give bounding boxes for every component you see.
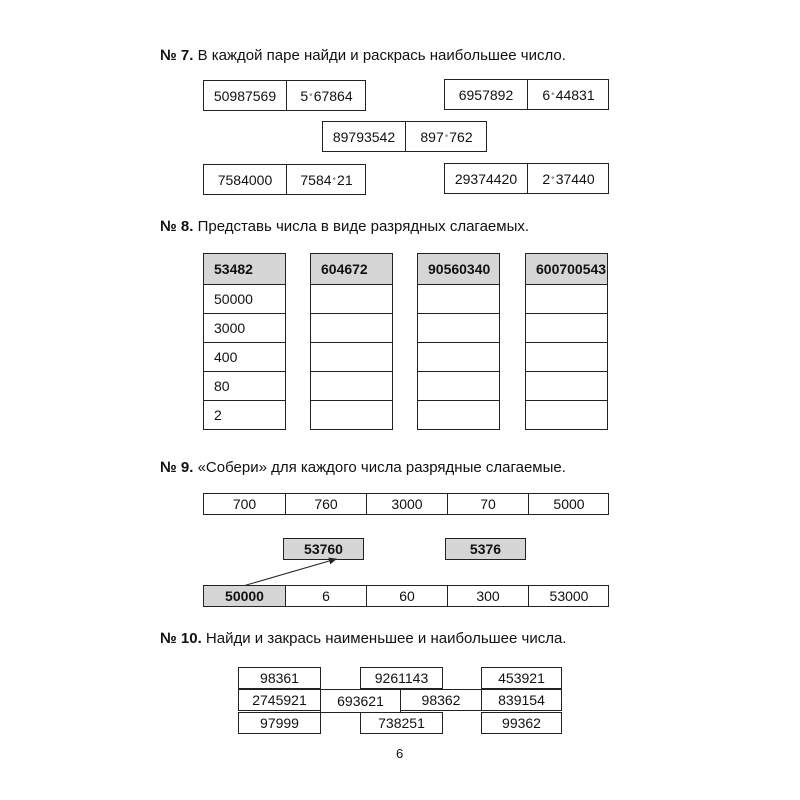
column-cell[interactable]: 80 [204, 371, 285, 400]
number-box[interactable]: 98361 [238, 667, 321, 689]
number-box[interactable]: 839154 [481, 689, 562, 711]
pair-right-number[interactable]: 5 • 67864 [286, 81, 366, 110]
column-cell[interactable]: 400 [204, 342, 285, 371]
column-header: 604672 [311, 254, 392, 284]
addend-cell[interactable]: 3000 [366, 494, 447, 514]
number-box[interactable]: 453921 [481, 667, 562, 689]
arrow-line [243, 559, 336, 586]
pair-right-number[interactable]: 2 • 37440 [527, 164, 609, 193]
column-cell[interactable]: 3000 [204, 313, 285, 342]
number-box[interactable]: 738251 [360, 712, 443, 734]
addend-cell[interactable]: 6 [285, 586, 366, 606]
column-cell[interactable]: 50000 [204, 284, 285, 313]
addend-cell[interactable]: 700 [232, 496, 257, 512]
task9-bottom-row [203, 585, 609, 607]
pair-right-number[interactable]: 897 • 762 [405, 122, 487, 151]
addend-cell-shaded[interactable]: 50000 [204, 586, 285, 606]
target-number-1[interactable]: 53760 [283, 538, 364, 560]
number-box[interactable]: 97999 [238, 712, 321, 734]
task10-number: № 10. [160, 630, 202, 647]
pair-left-number[interactable]: 89793542 [332, 128, 396, 145]
number-box[interactable]: 2745921 [238, 689, 321, 711]
task10-heading [160, 630, 566, 647]
addend-cell[interactable]: 5000 [528, 494, 609, 514]
task10-text: Найди и закрась наименьшее и наибольшее числа. [205, 630, 567, 647]
task8-text: Представь числа в виде разрядных слагаемых. [197, 218, 530, 235]
number-box[interactable]: 693621 [320, 689, 401, 713]
pair-left-number[interactable]: 50987569 [213, 87, 277, 104]
addend-cell[interactable]: 70 [447, 494, 528, 514]
addend-cell[interactable]: 760 [285, 494, 366, 514]
column-cell[interactable]: 2 [204, 400, 285, 429]
task9-text: «Собери» для каждого числа разрядные слагаемые. [197, 459, 566, 476]
target-number-2[interactable]: 5376 [445, 538, 526, 560]
number-box[interactable]: 9261143 [360, 667, 443, 689]
page-number: 6 [396, 746, 404, 761]
task7-text: В каждой паре найди и раскрась наибольшее число. [197, 47, 566, 64]
number-box[interactable]: 98362 [400, 689, 482, 711]
pair-left-number[interactable]: 6957892 [458, 86, 514, 103]
task8-number: № 8. [160, 218, 194, 235]
column-header: 53482 [204, 254, 285, 284]
task9-number: № 9. [160, 459, 194, 476]
column-header: 90560340 [418, 254, 499, 284]
addend-cell[interactable]: 300 [447, 586, 528, 606]
addend-cell[interactable]: 53000 [528, 586, 609, 606]
task7-number: № 7. [160, 47, 194, 64]
pair-right-number[interactable]: 6 • 44831 [527, 80, 609, 109]
pair-right-number[interactable]: 7584 • 21 [286, 165, 366, 194]
number-box[interactable]: 99362 [481, 712, 562, 734]
addend-cell[interactable]: 60 [366, 586, 447, 606]
column-header: 600700543 [526, 254, 607, 284]
pair-left-number[interactable]: 7584000 [217, 171, 273, 188]
pair-left-number[interactable]: 29374420 [454, 170, 518, 187]
